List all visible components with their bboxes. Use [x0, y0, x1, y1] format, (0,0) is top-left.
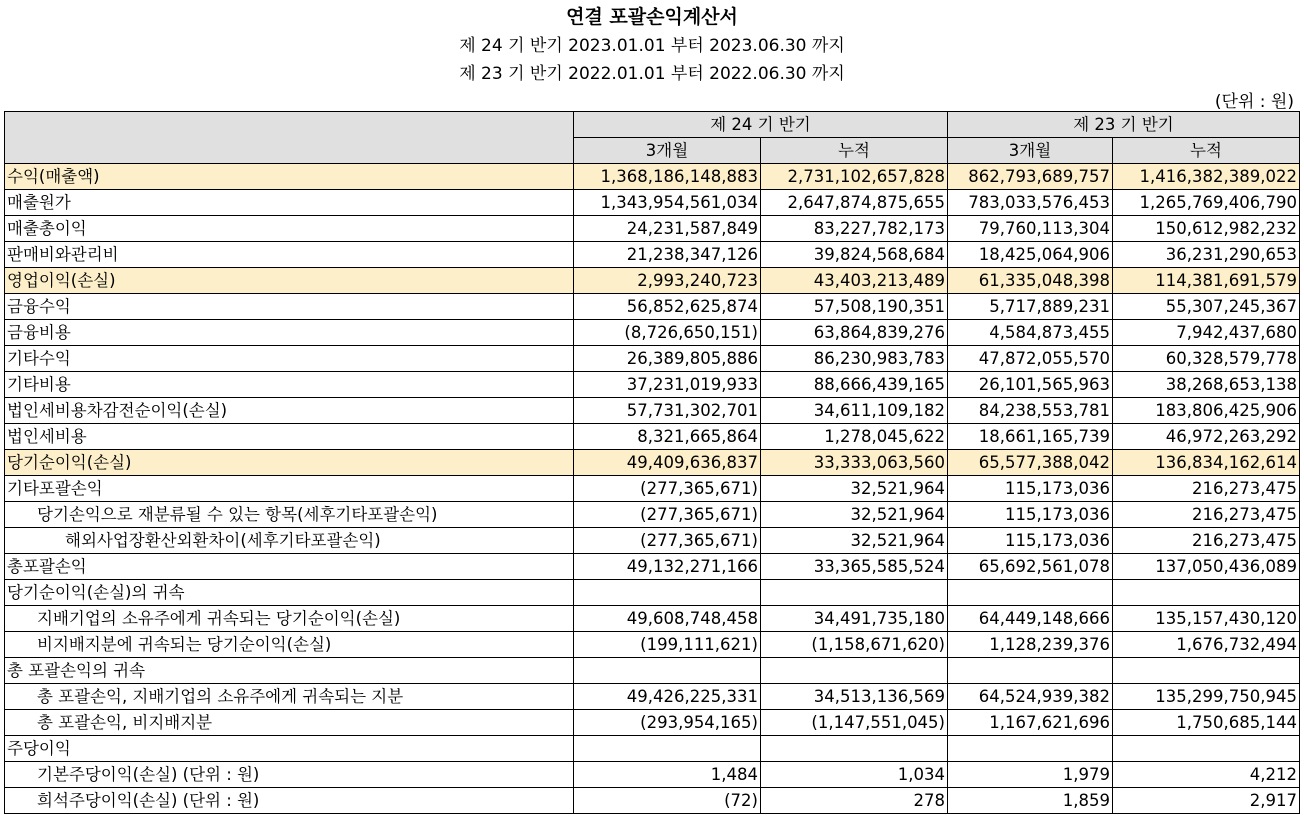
row-label: 판매비와관리비 — [5, 242, 574, 268]
value-prior-cumulative: 183,806,425,906 — [1113, 398, 1300, 424]
table-row — [5, 736, 1300, 762]
table-row — [5, 294, 1300, 320]
value-prior-3m: 26,101,565,963 — [948, 372, 1113, 398]
table-row — [5, 554, 1300, 580]
row-label: 기타포괄손익 — [5, 476, 574, 502]
value-prior-cumulative: 36,231,290,653 — [1113, 242, 1300, 268]
header-current-cumulative: 누적 — [761, 138, 948, 164]
value-prior-3m: 64,449,148,666 — [948, 606, 1113, 632]
value-prior-3m — [948, 736, 1113, 762]
row-label: 기본주당이익(손실) (단위 : 원) — [5, 762, 574, 788]
value-current-cumulative: 34,491,735,180 — [761, 606, 948, 632]
table-row — [5, 684, 1300, 710]
value-current-3m: 49,608,748,458 — [574, 606, 761, 632]
value-current-3m: (72) — [574, 788, 761, 814]
header-prior-3m: 3개월 — [948, 138, 1113, 164]
row-label: 총 포괄손익, 비지배지분 — [5, 710, 574, 736]
value-prior-cumulative: 150,612,982,232 — [1113, 216, 1300, 242]
table-row — [5, 658, 1300, 684]
value-current-cumulative: 57,508,190,351 — [761, 294, 948, 320]
value-prior-cumulative — [1113, 736, 1300, 762]
value-prior-3m: 1,167,621,696 — [948, 710, 1113, 736]
value-prior-3m: 1,979 — [948, 762, 1113, 788]
value-prior-3m — [948, 580, 1113, 606]
row-label: 금융비용 — [5, 320, 574, 346]
header-prior-period: 제 23 기 반기 — [948, 112, 1300, 138]
value-current-cumulative: 34,611,109,182 — [761, 398, 948, 424]
row-label: 총 포괄손익의 귀속 — [5, 658, 574, 684]
table-row — [5, 788, 1300, 814]
value-prior-3m: 5,717,889,231 — [948, 294, 1113, 320]
income-statement-table — [4, 111, 1300, 814]
value-current-3m: (277,365,671) — [574, 528, 761, 554]
row-label: 금융수익 — [5, 294, 574, 320]
value-current-3m: (199,111,621) — [574, 632, 761, 658]
value-current-cumulative — [761, 580, 948, 606]
value-current-cumulative — [761, 736, 948, 762]
row-label: 법인세비용 — [5, 424, 574, 450]
row-label: 지배기업의 소유주에게 귀속되는 당기순이익(손실) — [5, 606, 574, 632]
value-prior-cumulative: 55,307,245,367 — [1113, 294, 1300, 320]
table-row — [5, 502, 1300, 528]
value-prior-cumulative — [1113, 658, 1300, 684]
value-current-3m — [574, 580, 761, 606]
row-label: 총 포괄손익, 지배기업의 소유주에게 귀속되는 지분 — [5, 684, 574, 710]
value-prior-3m: 65,692,561,078 — [948, 554, 1113, 580]
value-prior-3m: 64,524,939,382 — [948, 684, 1113, 710]
table-row — [5, 190, 1300, 216]
value-current-cumulative: 2,647,874,875,655 — [761, 190, 948, 216]
value-current-3m: 56,852,625,874 — [574, 294, 761, 320]
table-row — [5, 580, 1300, 606]
value-current-cumulative: 33,333,063,560 — [761, 450, 948, 476]
period-current: 제 24 기 반기 2023.01.01 부터 2023.06.30 까지 — [459, 36, 845, 56]
statement-title: 연결 포괄손익계산서 — [566, 6, 738, 28]
value-current-cumulative: 39,824,568,684 — [761, 242, 948, 268]
row-label: 당기순이익(손실) — [5, 450, 574, 476]
value-current-3m: 24,231,587,849 — [574, 216, 761, 242]
value-prior-3m: 47,872,055,570 — [948, 346, 1113, 372]
value-current-3m: 1,368,186,148,883 — [574, 164, 761, 190]
row-label: 당기손익으로 재분류될 수 있는 항목(세후기타포괄손익) — [5, 502, 574, 528]
value-prior-cumulative — [1113, 580, 1300, 606]
table-row — [5, 528, 1300, 554]
value-prior-cumulative: 135,157,430,120 — [1113, 606, 1300, 632]
value-current-cumulative: 32,521,964 — [761, 476, 948, 502]
value-current-3m: 37,231,019,933 — [574, 372, 761, 398]
table-row — [5, 320, 1300, 346]
value-current-3m: 21,238,347,126 — [574, 242, 761, 268]
row-label: 희석주당이익(손실) (단위 : 원) — [5, 788, 574, 814]
table-row — [5, 346, 1300, 372]
value-prior-cumulative: 1,265,769,406,790 — [1113, 190, 1300, 216]
value-prior-3m: 1,859 — [948, 788, 1113, 814]
table-row — [5, 372, 1300, 398]
table-row — [5, 450, 1300, 476]
table-row — [5, 398, 1300, 424]
table-row — [5, 424, 1300, 450]
value-prior-cumulative: 60,328,579,778 — [1113, 346, 1300, 372]
value-current-3m: (277,365,671) — [574, 502, 761, 528]
value-current-cumulative: 34,513,136,569 — [761, 684, 948, 710]
row-label: 매출원가 — [5, 190, 574, 216]
value-current-3m: 2,993,240,723 — [574, 268, 761, 294]
value-current-3m: 49,132,271,166 — [574, 554, 761, 580]
value-prior-cumulative: 216,273,475 — [1113, 502, 1300, 528]
value-current-3m: (277,365,671) — [574, 476, 761, 502]
value-prior-cumulative: 1,676,732,494 — [1113, 632, 1300, 658]
value-prior-cumulative: 46,972,263,292 — [1113, 424, 1300, 450]
value-current-cumulative: 278 — [761, 788, 948, 814]
row-label: 총포괄손익 — [5, 554, 574, 580]
row-label: 비지배지분에 귀속되는 당기순이익(손실) — [5, 632, 574, 658]
value-prior-3m: 115,173,036 — [948, 476, 1113, 502]
table-row — [5, 164, 1300, 190]
value-current-cumulative: 63,864,839,276 — [761, 320, 948, 346]
value-current-3m: 26,389,805,886 — [574, 346, 761, 372]
value-prior-3m — [948, 658, 1113, 684]
value-current-cumulative: 1,034 — [761, 762, 948, 788]
value-current-cumulative: 33,365,585,524 — [761, 554, 948, 580]
row-label: 영업이익(손실) — [5, 268, 574, 294]
value-prior-cumulative: 38,268,653,138 — [1113, 372, 1300, 398]
table-row — [5, 606, 1300, 632]
value-prior-cumulative: 7,942,437,680 — [1113, 320, 1300, 346]
value-current-cumulative: (1,158,671,620) — [761, 632, 948, 658]
value-prior-cumulative: 135,299,750,945 — [1113, 684, 1300, 710]
value-current-cumulative: 86,230,983,783 — [761, 346, 948, 372]
row-label: 당기순이익(손실)의 귀속 — [5, 580, 574, 606]
row-label: 법인세비용차감전순이익(손실) — [5, 398, 574, 424]
value-current-3m: 1,484 — [574, 762, 761, 788]
table-row — [5, 242, 1300, 268]
table-row — [5, 216, 1300, 242]
value-current-cumulative: 88,666,439,165 — [761, 372, 948, 398]
table-row — [5, 762, 1300, 788]
value-prior-3m: 783,033,576,453 — [948, 190, 1113, 216]
table-row — [5, 710, 1300, 736]
table-row — [5, 632, 1300, 658]
value-prior-3m: 862,793,689,757 — [948, 164, 1113, 190]
value-prior-cumulative: 1,750,685,144 — [1113, 710, 1300, 736]
header-blank-cell — [5, 112, 574, 164]
value-current-cumulative — [761, 658, 948, 684]
value-prior-3m: 84,238,553,781 — [948, 398, 1113, 424]
value-prior-3m: 61,335,048,398 — [948, 268, 1113, 294]
unit-label: (단위 : 원) — [1214, 92, 1294, 112]
value-prior-cumulative: 4,212 — [1113, 762, 1300, 788]
value-prior-cumulative: 216,273,475 — [1113, 528, 1300, 554]
value-current-3m: (8,726,650,151) — [574, 320, 761, 346]
table-row — [5, 268, 1300, 294]
value-current-3m: 57,731,302,701 — [574, 398, 761, 424]
value-prior-3m: 65,577,388,042 — [948, 450, 1113, 476]
value-current-3m: 8,321,665,864 — [574, 424, 761, 450]
value-prior-cumulative: 137,050,436,089 — [1113, 554, 1300, 580]
row-label: 해외사업장환산외환차이(세후기타포괄손익) — [5, 528, 574, 554]
value-prior-3m: 1,128,239,376 — [948, 632, 1113, 658]
value-prior-3m: 4,584,873,455 — [948, 320, 1113, 346]
value-current-3m — [574, 658, 761, 684]
period-prior: 제 23 기 반기 2022.01.01 부터 2022.06.30 까지 — [459, 64, 845, 84]
value-prior-3m: 79,760,113,304 — [948, 216, 1113, 242]
value-prior-3m: 18,425,064,906 — [948, 242, 1113, 268]
value-current-3m — [574, 736, 761, 762]
table-row — [5, 476, 1300, 502]
header-current-3m: 3개월 — [574, 138, 761, 164]
row-label: 기타비용 — [5, 372, 574, 398]
row-label: 매출총이익 — [5, 216, 574, 242]
value-prior-cumulative: 114,381,691,579 — [1113, 268, 1300, 294]
value-current-3m: 49,426,225,331 — [574, 684, 761, 710]
header-current-period: 제 24 기 반기 — [574, 112, 948, 138]
value-prior-3m: 115,173,036 — [948, 502, 1113, 528]
value-prior-3m: 115,173,036 — [948, 528, 1113, 554]
value-current-cumulative: 2,731,102,657,828 — [761, 164, 948, 190]
header-prior-cumulative: 누적 — [1113, 138, 1300, 164]
value-current-cumulative: 83,227,782,173 — [761, 216, 948, 242]
value-current-cumulative: 32,521,964 — [761, 528, 948, 554]
value-current-cumulative: 43,403,213,489 — [761, 268, 948, 294]
value-prior-cumulative: 216,273,475 — [1113, 476, 1300, 502]
value-current-3m: 1,343,954,561,034 — [574, 190, 761, 216]
row-label: 기타수익 — [5, 346, 574, 372]
value-prior-cumulative: 136,834,162,614 — [1113, 450, 1300, 476]
value-current-cumulative: 32,521,964 — [761, 502, 948, 528]
row-label: 주당이익 — [5, 736, 574, 762]
value-current-cumulative: (1,147,551,045) — [761, 710, 948, 736]
value-current-cumulative: 1,278,045,622 — [761, 424, 948, 450]
value-prior-cumulative: 1,416,382,389,022 — [1113, 164, 1300, 190]
row-label: 수익(매출액) — [5, 164, 574, 190]
value-current-3m: 49,409,636,837 — [574, 450, 761, 476]
value-prior-3m: 18,661,165,739 — [948, 424, 1113, 450]
value-current-3m: (293,954,165) — [574, 710, 761, 736]
header-row-groups — [5, 112, 1300, 138]
value-prior-cumulative: 2,917 — [1113, 788, 1300, 814]
